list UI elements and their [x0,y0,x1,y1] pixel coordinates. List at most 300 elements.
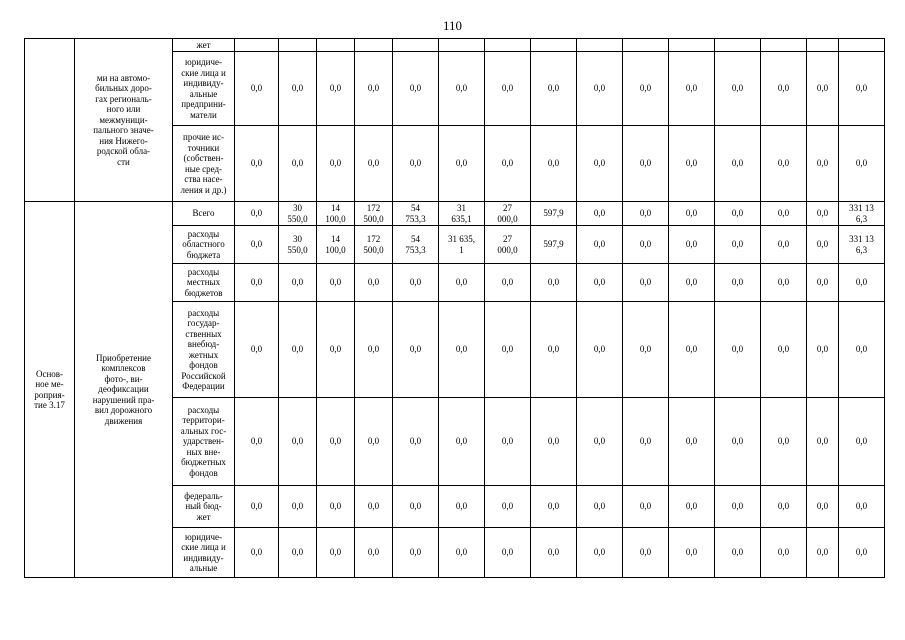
value-cell-text: 0,0 [593,83,606,94]
value-cell [279,52,317,126]
funding-source-cell [173,126,235,202]
value-cell [577,39,623,52]
value-cell-text: 0,0 [250,501,263,512]
funding-source-cell-text: жет [196,39,211,50]
value-cell-text: 0,0 [409,547,422,558]
value-cell-text: 0,0 [501,277,514,288]
value-cell [439,39,485,52]
value-cell [807,226,839,264]
value-cell [807,264,839,302]
value-cell [485,264,531,302]
value-cell-text: 0,0 [685,547,698,558]
value-cell-text: 0,0 [367,158,380,169]
value-cell-text: 0,0 [777,501,790,512]
value-cell [393,398,439,486]
value-cell [235,39,279,52]
value-cell-text: 0,0 [685,83,698,94]
value-cell [839,202,885,226]
value-cell-text: 0,0 [731,208,744,219]
value-cell [715,226,761,264]
value-cell [355,202,393,226]
value-cell [807,528,839,578]
value-cell [393,302,439,398]
value-cell-text: 0,0 [501,547,514,558]
value-cell-text: 0,0 [639,344,652,355]
value-cell-text: 0,0 [855,158,868,169]
value-cell-text: 0,0 [855,501,868,512]
value-cell [235,528,279,578]
value-cell-text: 0,0 [731,501,744,512]
value-cell [279,264,317,302]
value-cell-text: 0,0 [816,208,829,219]
value-cell-text: 0,0 [291,277,304,288]
value-cell [577,528,623,578]
value-cell-text: 0,0 [777,277,790,288]
value-cell [393,226,439,264]
value-cell-text: 0,0 [547,344,560,355]
value-cell [317,39,355,52]
value-cell [761,486,807,528]
value-cell-text: 0,0 [639,277,652,288]
value-cell [355,264,393,302]
value-cell [669,264,715,302]
page-number: 110 [442,18,463,33]
value-cell [439,302,485,398]
value-cell [317,52,355,126]
value-cell [235,126,279,202]
value-cell [531,226,577,264]
value-cell-text: 0,0 [547,436,560,447]
value-cell [485,202,531,226]
value-cell [715,126,761,202]
value-cell [485,398,531,486]
value-cell-text: 0,0 [777,208,790,219]
value-cell-text: 0,0 [816,547,829,558]
value-cell-text: 0,0 [291,344,304,355]
value-cell [235,226,279,264]
value-cell [577,126,623,202]
funding-source-cell [173,302,235,398]
value-cell [235,52,279,126]
value-cell [317,226,355,264]
value-cell-text: 0,0 [639,436,652,447]
value-cell-text: 0,0 [777,83,790,94]
value-cell [439,398,485,486]
value-cell-text: 0,0 [329,436,342,447]
value-cell-text: 0,0 [291,83,304,94]
value-cell-text: 0,0 [639,547,652,558]
value-cell [839,486,885,528]
value-cell [623,39,669,52]
value-cell [761,126,807,202]
value-cell [807,302,839,398]
value-cell [669,226,715,264]
value-cell [279,486,317,528]
value-cell-text: 0,0 [816,344,829,355]
value-cell-text: 0,0 [455,344,468,355]
value-cell-text: 0,0 [250,344,263,355]
value-cell-text: 0,0 [731,436,744,447]
value-cell-text: 0,0 [455,547,468,558]
value-cell-text: 0,0 [685,239,698,250]
value-cell-text: 0,0 [593,239,606,250]
value-cell [669,202,715,226]
value-cell [715,398,761,486]
value-cell-text: 0,0 [250,158,263,169]
value-cell [279,126,317,202]
value-cell [807,486,839,528]
value-cell [531,126,577,202]
value-cell-text: 0,0 [593,547,606,558]
funding-source-cell [173,39,235,52]
value-cell-text: 0,0 [547,501,560,512]
value-cell-text: 0,0 [501,344,514,355]
value-cell-text: 0,0 [250,83,263,94]
value-cell [317,264,355,302]
value-cell-text: 0,0 [816,83,829,94]
funding-source-cell-text: расходы государ- ственных внебюд- жетных фондов Российской Федерации [181,307,226,391]
value-cell-text: 0,0 [250,208,263,219]
value-cell [355,39,393,52]
value-cell [807,202,839,226]
value-cell-text: 0,0 [685,501,698,512]
value-cell-text: 0,0 [855,83,868,94]
value-cell [577,398,623,486]
value-cell [839,264,885,302]
value-cell-text: 0,0 [409,501,422,512]
value-cell [355,52,393,126]
value-cell [577,226,623,264]
value-cell-text: 0,0 [777,547,790,558]
value-cell [439,486,485,528]
value-cell-text: 0,0 [777,158,790,169]
value-cell [531,52,577,126]
value-cell [439,52,485,126]
value-cell [485,528,531,578]
value-cell-text: 0,0 [816,277,829,288]
value-cell [355,302,393,398]
value-cell-text: 0,0 [855,344,868,355]
value-cell-text: 27 000,0 [497,203,518,224]
value-cell-text: 0,0 [639,208,652,219]
value-cell-text: 0,0 [367,344,380,355]
value-cell [669,39,715,52]
value-cell-text: 0,0 [639,158,652,169]
value-cell [279,398,317,486]
table-row [25,39,885,52]
value-cell [531,264,577,302]
value-cell-text: 0,0 [685,436,698,447]
value-cell [485,486,531,528]
value-cell-text: 54 753,3 [405,203,426,224]
value-cell [317,398,355,486]
value-cell [393,39,439,52]
value-cell [715,39,761,52]
value-cell-text: 0,0 [291,547,304,558]
value-cell [623,202,669,226]
value-cell-text: 172 500,0 [363,203,384,224]
value-cell [623,486,669,528]
value-cell-text: 0,0 [685,277,698,288]
value-cell-text: 0,0 [685,208,698,219]
value-cell [715,302,761,398]
value-cell [317,528,355,578]
value-cell-text: 0,0 [329,547,342,558]
value-cell [669,52,715,126]
value-cell [715,52,761,126]
value-cell-text: 0,0 [593,436,606,447]
value-cell [531,398,577,486]
value-cell [715,264,761,302]
value-cell [317,302,355,398]
value-cell [839,226,885,264]
value-cell-text: 54 753,3 [405,234,426,255]
value-cell-text: 0,0 [409,83,422,94]
value-cell [279,528,317,578]
value-cell [355,226,393,264]
value-cell-text: 0,0 [731,277,744,288]
event-number-cell [25,202,75,578]
value-cell-text: 0,0 [329,344,342,355]
value-cell [485,52,531,126]
value-cell [279,202,317,226]
funding-table [24,38,885,578]
value-cell-text: 30 550,0 [287,203,308,224]
value-cell-text: 0,0 [685,344,698,355]
value-cell [761,202,807,226]
value-cell [485,126,531,202]
value-cell [577,486,623,528]
value-cell-text: 0,0 [367,547,380,558]
value-cell [715,202,761,226]
value-cell [531,39,577,52]
value-cell [839,52,885,126]
value-cell [279,226,317,264]
value-cell-text: 0,0 [501,501,514,512]
value-cell [485,302,531,398]
value-cell [235,264,279,302]
value-cell [279,302,317,398]
value-cell [485,226,531,264]
value-cell [669,486,715,528]
value-cell [761,302,807,398]
value-cell-text: 31 635,1 [451,203,472,224]
value-cell-text: 0,0 [455,158,468,169]
value-cell [623,264,669,302]
value-cell-text: 0,0 [816,436,829,447]
value-cell-text: 0,0 [367,83,380,94]
value-cell-text: 0,0 [593,158,606,169]
value-cell-text: 331 13 6,3 [849,203,874,224]
value-cell-text: 0,0 [547,547,560,558]
value-cell-text: 0,0 [593,344,606,355]
value-cell [761,264,807,302]
value-cell-text: 14 100,0 [325,234,346,255]
value-cell [439,202,485,226]
value-cell-text: 0,0 [409,436,422,447]
value-cell [623,398,669,486]
value-cell-text: 0,0 [777,436,790,447]
value-cell [807,126,839,202]
value-cell [761,528,807,578]
value-cell-text: 0,0 [250,277,263,288]
event-number-cell-text: Основ- ное ме- роприя- тие 3.17 [34,368,65,410]
value-cell [669,528,715,578]
value-cell [623,52,669,126]
value-cell-text: 0,0 [291,436,304,447]
value-cell-text: 0,0 [501,83,514,94]
value-cell-text: 0,0 [455,277,468,288]
value-cell [839,126,885,202]
event-number-cell [25,39,75,202]
value-cell [317,126,355,202]
value-cell [439,528,485,578]
value-cell [623,302,669,398]
value-cell-text: 0,0 [731,239,744,250]
value-cell [393,528,439,578]
funding-source-cell [173,226,235,264]
value-cell-text: 0,0 [731,547,744,558]
value-cell-text: 0,0 [639,501,652,512]
value-cell-text: 0,0 [455,436,468,447]
value-cell [355,528,393,578]
value-cell [577,302,623,398]
value-cell [235,486,279,528]
value-cell-text: 0,0 [329,83,342,94]
value-cell-text: 0,0 [250,239,263,250]
value-cell [623,528,669,578]
value-cell-text: 0,0 [501,158,514,169]
value-cell-text: 0,0 [367,501,380,512]
value-cell [715,528,761,578]
value-cell [439,226,485,264]
funding-source-cell [173,264,235,302]
value-cell-text: 172 500,0 [363,234,384,255]
value-cell [761,39,807,52]
value-cell [669,302,715,398]
funding-source-cell-text: расходы территори- альных гос- ударствен- ных вне- бюджетных фондов [180,404,227,478]
value-cell [577,202,623,226]
value-cell [439,126,485,202]
value-cell [623,226,669,264]
value-cell-text: 0,0 [731,344,744,355]
value-cell-text: 331 13 6,3 [849,234,874,255]
value-cell-text: 0,0 [329,277,342,288]
value-cell-text: 27 000,0 [497,234,518,255]
value-cell-text: 31 635, 1 [448,234,475,255]
value-cell-text: 0,0 [731,83,744,94]
funding-source-cell-text: прочие ис- точники (собствен- ные сред- ства насе- ления и др.) [180,132,227,195]
value-cell-text: 0,0 [547,83,560,94]
value-cell-text: 0,0 [455,501,468,512]
value-cell [439,264,485,302]
value-cell-text: 14 100,0 [325,203,346,224]
value-cell [485,39,531,52]
value-cell-text: 0,0 [291,158,304,169]
value-cell-text: 597,9 [543,239,564,250]
funding-source-cell [173,398,235,486]
value-cell-text: 0,0 [816,239,829,250]
funding-source-cell-text: федераль- ный бюд- жет [184,490,223,522]
value-cell [355,398,393,486]
value-cell [317,486,355,528]
value-cell-text: 0,0 [367,436,380,447]
event-description-cell-text: Приобретение комплексов фото-, ви- деофиксации нарушений пра- вил дорожного движения [92,352,155,426]
value-cell [235,202,279,226]
value-cell-text: 597,9 [543,208,564,219]
value-cell [577,52,623,126]
funding-source-cell-text: расходы областного бюджета [182,228,225,260]
value-cell [761,226,807,264]
value-cell [531,486,577,528]
funding-source-cell-text: расходы местных бюджетов [184,266,223,298]
value-cell [761,398,807,486]
value-cell-text: 0,0 [455,83,468,94]
value-cell-text: 0,0 [593,501,606,512]
value-cell [577,264,623,302]
value-cell-text: 0,0 [329,158,342,169]
value-cell-text: 0,0 [639,239,652,250]
value-cell-text: 0,0 [777,239,790,250]
value-cell [761,52,807,126]
value-cell [839,302,885,398]
value-cell-text: 0,0 [855,277,868,288]
value-cell [669,398,715,486]
value-cell [355,486,393,528]
value-cell-text: 0,0 [777,344,790,355]
funding-source-cell-text: юридиче- ские лица и индивиду- альные предприни- матели [181,57,226,120]
value-cell-text: 0,0 [291,501,304,512]
event-description-cell [75,202,173,578]
value-cell [807,52,839,126]
funding-source-cell-text: юридиче- ские лица и индивиду- альные [181,531,226,573]
value-cell-text: 30 550,0 [287,234,308,255]
value-cell-text: 0,0 [250,547,263,558]
value-cell [807,39,839,52]
value-cell-text: 0,0 [329,501,342,512]
value-cell [839,39,885,52]
value-cell [669,126,715,202]
value-cell [839,398,885,486]
value-cell [393,202,439,226]
value-cell [279,39,317,52]
funding-source-cell-text: Всего [192,208,215,219]
value-cell-text: 0,0 [816,158,829,169]
funding-source-cell [173,528,235,578]
value-cell [531,302,577,398]
event-description-cell-text: ми на автомо- бильных доро- гах региональ- ного или межмуници- пального значе- ния Нижего- родской обла- сти [93,72,154,167]
value-cell-text: 0,0 [816,501,829,512]
value-cell [235,302,279,398]
value-cell [839,528,885,578]
value-cell [393,486,439,528]
funding-source-cell [173,202,235,226]
value-cell [393,126,439,202]
value-cell [531,202,577,226]
funding-source-cell [173,486,235,528]
value-cell-text: 0,0 [547,158,560,169]
value-cell-text: 0,0 [409,158,422,169]
value-cell [317,202,355,226]
value-cell-text: 0,0 [409,277,422,288]
value-cell-text: 0,0 [639,83,652,94]
value-cell-text: 0,0 [593,277,606,288]
event-description-cell [75,39,173,202]
value-cell [235,398,279,486]
value-cell-text: 0,0 [547,277,560,288]
value-cell [531,528,577,578]
table-row [25,202,885,226]
